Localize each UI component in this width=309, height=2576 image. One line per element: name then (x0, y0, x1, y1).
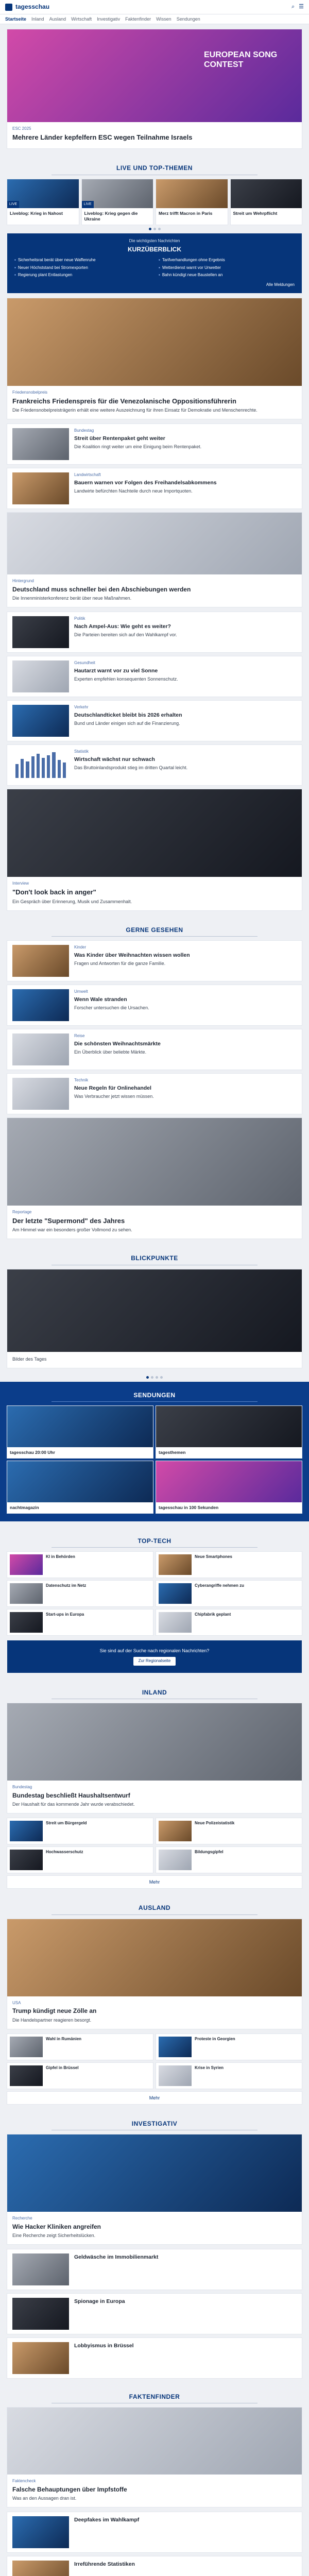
headline: Die schönsten Weihnachtsmärkte (74, 1040, 161, 1047)
tile-image (7, 1406, 153, 1447)
tile-title: Streit um Wehrpflicht (233, 210, 278, 216)
mini-teaser[interactable] (156, 1609, 302, 1635)
section-title: BLICKPUNKTE (131, 1255, 178, 1262)
mini-title: Chipfabrik geplant (195, 1612, 231, 1617)
tile-image (156, 179, 228, 208)
sendung-tile[interactable] (156, 1461, 302, 1513)
thumb (12, 945, 69, 977)
live-tile[interactable] (231, 179, 302, 225)
headline: Wirtschaft wächst nur schwach (74, 756, 155, 763)
thumb (10, 2037, 43, 2057)
nav-item[interactable]: Faktenfinder (125, 16, 151, 22)
hero-image (7, 29, 302, 122)
headline: Nach Ampel-Aus: Wie geht es weiter? (74, 623, 171, 630)
section-title: SENDUNGEN (133, 1391, 176, 1399)
topline: Bundestag (74, 428, 94, 433)
mini-teaser[interactable] (7, 1609, 153, 1635)
topline: Umwelt (74, 989, 88, 994)
wide-image (7, 513, 302, 574)
headline: Wie Hacker Kliniken angreifen (12, 2223, 101, 2230)
feature-image (7, 298, 302, 386)
teaser-row[interactable] (7, 2294, 302, 2334)
notice-text: Sie sind auf der Suche nach regionalen Nachrichten? (99, 1648, 210, 1654)
section-title: FAKTENFINDER (129, 2393, 180, 2400)
topline: Verkehr (74, 705, 89, 710)
headline: "Don't look back in anger" (12, 888, 96, 896)
section-header (7, 1893, 302, 1919)
topline: Gesundheit (74, 660, 95, 666)
tile-title: nachtmagazin (10, 1504, 39, 1510)
thumb (10, 2065, 43, 2086)
topline: Reportage (12, 1209, 32, 1214)
teaser-row[interactable] (7, 745, 302, 785)
mini-teaser[interactable] (156, 1818, 302, 1844)
gallery[interactable] (7, 1269, 302, 1368)
section-title: INVESTIGATIV (131, 2120, 178, 2127)
regional-button[interactable]: Zur Regionalseite (133, 1657, 176, 1666)
section-title: LIVE UND TOP-THEMEN (116, 164, 193, 172)
kurz-head: Die wichtigsten Nachrichten (129, 238, 180, 243)
thumb (159, 1821, 192, 1841)
thumb (12, 1033, 69, 1065)
lead-teaser[interactable] (7, 1919, 302, 2029)
topline: ESC 2025 (12, 126, 31, 131)
mini-teaser[interactable] (156, 1581, 302, 1606)
teaser-row[interactable] (7, 2556, 302, 2576)
kurz-item[interactable]: ▪ Tarifverhandlungen ohne Ergebnis (159, 258, 295, 263)
chart-bar (47, 755, 50, 778)
more-button[interactable]: Mehr (7, 2092, 302, 2104)
mini-title: Wahl in Rumänien (46, 2036, 82, 2041)
teaser-row[interactable] (7, 701, 302, 741)
main-nav (0, 14, 309, 24)
mini-teaser[interactable] (7, 1847, 153, 1873)
teaser-row[interactable] (7, 656, 302, 697)
thumb (159, 1850, 192, 1870)
teaser-text: Ein Gespräch über Erinnerung, Musik und Zusammenhalt. (12, 899, 132, 904)
mini-title: Cyberangriffe nehmen zu (195, 1583, 245, 1588)
chart-bar (42, 758, 45, 778)
lead-image (7, 1919, 302, 1996)
headline: Deutschlandticket bleibt bis 2026 erhalten (74, 712, 182, 719)
more-button[interactable]: Mehr (7, 1876, 302, 1888)
wide-image (7, 1118, 302, 1206)
section-header (7, 916, 302, 941)
teaser-row[interactable] (7, 1029, 302, 1070)
gallery-caption: Bilder des Tages (12, 1356, 47, 1362)
teaser-text: Die Parteien bereiten sich auf den Wahlkampf vor. (74, 632, 177, 638)
chart-bar (63, 762, 66, 778)
thumb (12, 989, 69, 1021)
sendung-tile[interactable] (7, 1406, 153, 1458)
section-header (7, 1678, 302, 1703)
thumb (12, 1078, 69, 1110)
wide-teaser[interactable] (7, 789, 302, 910)
teaser-text: Das Bruttoinlandsprodukt stieg im dritten Quartal leicht. (74, 765, 188, 771)
mini-teaser[interactable] (7, 2034, 153, 2060)
mini-title: Bildungsgipfel (195, 1850, 224, 1855)
tile-image (231, 179, 302, 208)
headline: Deutschland muss schneller bei den Abschiebungen werden (12, 586, 191, 594)
headline: Falsche Behauptungen über Impfstoffe (12, 2485, 127, 2493)
headline: Streit über Rentenpaket geht weiter (74, 435, 165, 442)
teaser-text: Was an den Aussagen dran ist. (12, 2496, 77, 2501)
topline: Reise (74, 1033, 85, 1038)
headline: Trump kündigt neue Zölle an (12, 2007, 97, 2015)
kurz-item[interactable]: ▪ Wetterdienst warnt vor Unwetter (159, 265, 295, 271)
thumb (159, 1612, 192, 1633)
teaser-text: Ein Überblick über beliebte Märkte. (74, 1049, 147, 1055)
mini-title: Streit um Bürgergeld (46, 1821, 87, 1826)
teaser-text: Die Friedensnobelpreisträgerin erhält eine weitere Auszeichnung für ihren Einsatz für Demokratie und Menschenrechte. (12, 408, 258, 413)
lead-teaser[interactable] (7, 1703, 302, 1813)
topline: Politik (74, 616, 85, 621)
section-title: AUSLAND (138, 1904, 171, 1912)
site-header (0, 0, 309, 14)
feature-teaser[interactable] (7, 298, 302, 419)
mini-title: Krise in Syrien (195, 2065, 224, 2070)
tile-image (7, 1461, 153, 1502)
headline: Spionage in Europa (74, 2298, 125, 2304)
topline: Recherche (12, 2215, 32, 2221)
logo[interactable]: tagesschau (15, 3, 50, 11)
teaser-text: Forscher untersuchen die Ursachen. (74, 1005, 149, 1010)
headline: Frankreichs Friedenspreis für die Venezolanische Oppositionsführerin (12, 397, 236, 405)
topline: Hintergrund (12, 579, 34, 584)
wide-teaser[interactable] (7, 513, 302, 607)
topline: USA (12, 2000, 21, 2005)
lead-teaser[interactable] (7, 2408, 302, 2507)
chart-bar (26, 761, 29, 778)
teaser-row[interactable] (7, 2512, 302, 2552)
mini-title: Hochwasserschutz (46, 1850, 83, 1855)
thumb (12, 2561, 69, 2576)
nav-item[interactable]: Ausland (49, 16, 66, 22)
mini-title: Neue Smartphones (195, 1554, 232, 1560)
mini-title: Neue Polizeistatistik (195, 1821, 235, 1826)
headline: Der letzte "Supermond" des Jahres (12, 1216, 125, 1225)
teaser-text: Die Handelspartner reagieren besorgt. (12, 2017, 92, 2023)
headline: Mehrere Länder kepfelfern ESC wegen Teilnahme Israels (12, 133, 193, 141)
kurzueberblick-box (7, 233, 302, 293)
topline: Statistik (74, 749, 89, 754)
topline: Friedensnobelpreis (12, 389, 48, 395)
thumb (12, 2298, 69, 2330)
teaser-row[interactable] (7, 468, 302, 509)
mini-teaser[interactable] (7, 1581, 153, 1606)
lead-image (7, 1703, 302, 1781)
teaser-text: Experten empfehlen konsequenten Sonnenschutz. (74, 676, 178, 682)
teaser-text: Was Verbraucher jetzt wissen müssen. (74, 1093, 154, 1099)
lead-teaser[interactable] (7, 2134, 302, 2244)
teaser-row[interactable] (7, 941, 302, 981)
mini-title: Datenschutz im Netz (46, 1583, 87, 1588)
thumb (159, 2065, 192, 2086)
mini-teaser[interactable] (156, 2034, 302, 2060)
nav-item[interactable]: Wirtschaft (71, 16, 92, 22)
live-badge: LIVE (7, 201, 19, 208)
mini-title: KI in Behörden (46, 1554, 75, 1560)
headline: Was Kinder über Weihnachten wissen wollen (74, 952, 190, 958)
section-title: TOP-TECH (138, 1537, 171, 1545)
gallery-image (7, 1269, 302, 1352)
chart-bar (37, 754, 40, 778)
teaser-row[interactable] (7, 424, 302, 464)
sendung-tile[interactable] (7, 1461, 153, 1513)
hero-teaser[interactable] (7, 29, 302, 148)
chart-bar (52, 752, 55, 778)
teaser-row[interactable] (7, 985, 302, 1025)
tile-title: tagesschau in 100 Sekunden (159, 1504, 219, 1510)
tile-title: Merz trifft Macron in Paris (159, 210, 213, 216)
headline: Bauern warnen vor Folgen des Freihandelsabkommens (74, 480, 217, 486)
thumb (159, 2037, 192, 2057)
wide-teaser[interactable] (7, 1118, 302, 1239)
chart-bar (21, 759, 24, 778)
thumb (12, 2253, 69, 2285)
thumb (10, 1583, 43, 1604)
wide-image (7, 789, 302, 877)
section-title: INLAND (142, 1688, 167, 1696)
live-tile[interactable] (82, 179, 153, 225)
kurz-title: KURZÜBERBLICK (128, 245, 181, 253)
regional-notice (7, 1640, 302, 1673)
mini-teaser[interactable] (7, 1818, 153, 1844)
topline: Technik (74, 1077, 89, 1082)
teaser-row[interactable] (7, 2338, 302, 2378)
thumb (12, 660, 69, 692)
sendung-tile[interactable] (156, 1406, 302, 1458)
mini-teaser[interactable] (156, 1847, 302, 1873)
headline: Geldwäsche im Immobilienmarkt (74, 2253, 159, 2260)
lead-image (7, 2134, 302, 2212)
tile-title: tagesschau 20:00 Uhr (10, 1449, 55, 1455)
topline: Bundestag (12, 1785, 32, 1790)
mini-title: Gipfel in Brüssel (46, 2065, 79, 2070)
carousel-dots[interactable] (7, 225, 302, 233)
nav-item[interactable]: Inland (31, 16, 44, 22)
search-icon[interactable]: ⌕ (291, 4, 295, 10)
teaser-row[interactable] (7, 612, 302, 652)
thumb (12, 472, 69, 504)
headline: Irreführende Statistiken (74, 2561, 135, 2568)
nav-item[interactable]: Investigativ (97, 16, 121, 22)
tile-image (156, 1461, 302, 1502)
headline: Deepfakes im Wahlkampf (74, 2517, 140, 2523)
mini-teaser[interactable] (7, 1552, 153, 1578)
tile-title: tagesthemen (159, 1449, 186, 1455)
mini-teaser[interactable] (7, 2063, 153, 2089)
section-header (7, 1244, 302, 1269)
topline: Faktencheck (12, 2479, 36, 2484)
teaser-text: Die Innenministerkonferenz berät über neue Maßnahmen. (12, 596, 132, 601)
teaser-text: Landwirte befürchten Nachteile durch neue Importquoten. (74, 488, 193, 494)
headline: Lobbyismus in Brüssel (74, 2342, 134, 2349)
thumb (12, 2342, 69, 2374)
thumb (10, 1850, 43, 1870)
kurz-item[interactable]: ▪ Bahn kündigt neue Baustellen an (159, 273, 295, 278)
teaser-text: Bund und Länder einigen sich auf die Finanzierung. (74, 721, 180, 726)
kurz-all-button[interactable]: Alle Meldungen (266, 282, 295, 287)
carousel-dots[interactable] (7, 1373, 302, 1382)
tile-image (82, 179, 153, 208)
thumb (10, 1821, 43, 1841)
nav-item[interactable]: Wissen (156, 16, 171, 22)
section-header (7, 154, 302, 179)
thumb (159, 1583, 192, 1604)
teaser-row[interactable] (7, 1074, 302, 1114)
kurz-item[interactable]: ▪ Sicherheitsrat berät über neue Waffenruhe (14, 258, 150, 263)
tile-title: Liveblog: Krieg gegen die Ukraine (84, 210, 138, 222)
section-title: GERNE GESEHEN (126, 926, 183, 934)
mini-bar-chart (12, 749, 69, 781)
mini-teaser[interactable] (156, 2063, 302, 2089)
kurz-item[interactable]: ▪ Neuer Höchststand bei Stromexporten (14, 265, 150, 271)
nav-item[interactable]: Startseite (5, 16, 27, 22)
thumb (12, 428, 69, 460)
live-badge: LIVE (82, 201, 94, 208)
headline: Wenn Wale stranden (74, 996, 127, 1003)
mini-teaser[interactable] (156, 1552, 302, 1578)
nav-item[interactable]: Sendungen (176, 16, 200, 22)
topline: Kinder (74, 944, 87, 950)
lead-image (7, 2408, 302, 2475)
teaser-text: Die Koalition ringt weiter um eine Einigung beim Rentenpaket. (74, 444, 202, 450)
mini-title: Start-ups in Europa (46, 1612, 84, 1617)
teaser-text: Der Haushalt für das kommende Jahr wurde verabschiedet. (12, 1802, 135, 1807)
section-header (7, 2109, 302, 2134)
chart-bar (31, 756, 35, 778)
tile-image (7, 179, 79, 208)
topline: Interview (12, 881, 29, 886)
mini-title: Proteste in Georgien (195, 2036, 235, 2041)
thumb (12, 705, 69, 737)
headline: Neue Regeln für Onlinehandel (74, 1084, 151, 1091)
teaser-text: Fragen und Antworten für die ganze Familie. (74, 960, 166, 966)
tile-image (156, 1406, 302, 1447)
thumb (12, 616, 69, 648)
live-tiles (7, 179, 302, 225)
thumb (10, 1612, 43, 1633)
live-tile[interactable] (7, 179, 79, 225)
tile-title: Liveblog: Krieg in Nahost (10, 210, 63, 216)
chart-bar (15, 764, 19, 778)
menu-icon[interactable]: ☰ (299, 4, 304, 10)
kurz-item[interactable]: ▪ Regierung plant Entlastungen (14, 273, 150, 278)
thumb (12, 2516, 69, 2548)
live-tile[interactable] (156, 179, 228, 225)
section-header (7, 2382, 302, 2408)
chart-bar (58, 760, 61, 778)
headline: Bundestag beschließt Haushaltsentwurf (12, 1791, 130, 1799)
teaser-text: Eine Recherche zeigt Sicherheitslücken. (12, 2232, 96, 2238)
topline: Landwirtschaft (74, 472, 101, 478)
section-header (7, 1527, 302, 1552)
headline: Hautarzt warnt vor zu viel Sonne (74, 668, 158, 674)
hero-image-label: EUROPEAN SONG CONTEST (204, 50, 278, 70)
thumb (10, 1554, 43, 1575)
logo-icon[interactable] (5, 4, 12, 11)
teaser-row[interactable] (7, 2249, 302, 2290)
thumb (159, 1554, 192, 1575)
sendungen-section (0, 1382, 309, 1521)
teaser-text: Am Himmel war ein besonders großer Vollmond zu sehen. (12, 1227, 132, 1233)
